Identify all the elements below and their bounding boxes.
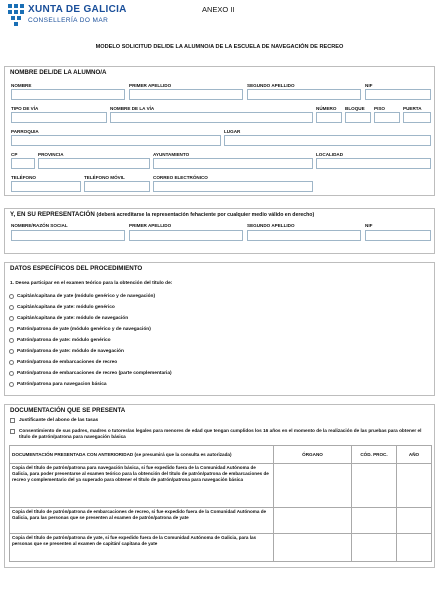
nombre-via-label: NOMBRE DE LA VÍA xyxy=(110,106,155,111)
provincia-field[interactable] xyxy=(38,158,150,169)
nif-label: NIF xyxy=(365,83,373,88)
option-row[interactable]: Patrón/patrona de embarcaciones de recreo xyxy=(9,359,309,367)
cod-proc-cell[interactable] xyxy=(352,464,397,508)
telefono-movil-label: TELÉFONO MÓVIL xyxy=(84,175,125,180)
department-name: CONSELLERÍA DO MAR xyxy=(28,17,109,24)
piso-label: PISO xyxy=(374,106,385,111)
primer-apellido-field[interactable] xyxy=(129,89,243,100)
parroquia-field[interactable] xyxy=(11,135,221,146)
applicant-section xyxy=(4,66,435,196)
organo-cell[interactable] xyxy=(274,534,352,562)
anio-cell[interactable] xyxy=(397,534,432,562)
ayuntamiento-field[interactable] xyxy=(153,158,313,169)
rep-segundo-apellido-field[interactable] xyxy=(247,230,361,241)
bloque-label: BLOQUE xyxy=(345,106,365,111)
correo-field[interactable] xyxy=(153,181,313,192)
puerta-field[interactable] xyxy=(403,112,431,123)
table-header-row xyxy=(10,446,432,464)
organo-column-header: ÓRGANO xyxy=(274,446,352,464)
table-row xyxy=(10,464,432,508)
rep-primer-apellido-field[interactable] xyxy=(129,230,243,241)
applicant-section-title: NOMBRE DEL/DE LA ALUMNO/A xyxy=(10,69,107,76)
rep-nif-label: NIF xyxy=(365,223,373,228)
organo-cell[interactable] xyxy=(274,464,352,508)
puerta-label: PUERTA xyxy=(403,106,422,111)
telefono-movil-field[interactable] xyxy=(84,181,150,192)
radio-button[interactable] xyxy=(9,305,14,310)
option-row[interactable]: Patrón/patrona de yate (módulo genérico y de navegación) xyxy=(9,326,309,334)
fees-receipt-label: Justificante del abono de las tasas xyxy=(19,418,99,423)
annex-label: ANEXO II xyxy=(202,5,235,14)
nif-field[interactable] xyxy=(365,89,431,100)
representative-section-title xyxy=(10,211,314,218)
radio-button[interactable] xyxy=(9,294,14,299)
table-row xyxy=(10,508,432,534)
tipo-via-field[interactable] xyxy=(11,112,107,123)
lugar-field[interactable] xyxy=(224,135,431,146)
option-row[interactable]: Patrón/patrona de yate: módulo de navegación xyxy=(9,348,309,356)
table-row xyxy=(10,534,432,562)
piso-field[interactable] xyxy=(374,112,400,123)
radio-button[interactable] xyxy=(9,360,14,365)
numero-field[interactable] xyxy=(316,112,342,123)
radio-button[interactable] xyxy=(9,327,14,332)
rep-nombre-label: NOMBRE/RAZÓN SOCIAL xyxy=(11,223,68,228)
nombre-via-field[interactable] xyxy=(110,112,313,123)
cod-proc-cell[interactable] xyxy=(352,534,397,562)
nombre-field[interactable] xyxy=(11,89,125,100)
cod-proc-cell[interactable] xyxy=(352,508,397,534)
document-title: MODELO SOLICITUD DEL/DE LA ALUMNO/A DE LA ESCUELA DE NAVEGACIÓN DE RECREO xyxy=(95,44,344,50)
option-row[interactable]: Patrón/patrona de embarcaciones de recreo (parte complementaria) xyxy=(9,370,309,378)
page-header xyxy=(4,2,435,38)
option-row[interactable]: Patrón/patrona de yate: módulo genérico xyxy=(9,337,309,345)
option-row[interactable]: Capitán/capitana de yate (módulo genérico y de navegación) xyxy=(9,293,309,301)
bloque-field[interactable] xyxy=(345,112,371,123)
anio-column-header: AÑO xyxy=(397,446,432,464)
numero-label: NÚMERO xyxy=(316,106,337,111)
ayuntamiento-label: AYUNTAMIENTO xyxy=(153,152,190,157)
correo-label: CORREO ELECTRÓNICO xyxy=(153,175,208,180)
org-name: XUNTA DE GALICIA xyxy=(28,4,127,15)
provincia-label: PROVINCIA xyxy=(38,152,64,157)
doc-description-cell: Copia del título de patrón/patrona para navegación básica, si fue expedido fuera de la Comunidad Autónoma de Galicia, para poder presentarse al examen teórico para la obtención del título de patrón/patrona de embarcaciones de recreo y complementario del ya superado para obtener el título de patrón/patrona para navegación básica xyxy=(10,464,274,508)
parental-consent-label: Consentimiento de sus padres, madres o tutores/as legales para menores de edad que tengan cumplidos los 16 años en el momento de la realización de las pruebas para obtener el título de patrón/patrona para navegación básica xyxy=(19,428,422,440)
doc-column-header: DOCUMENTACIÓN PRESENTADA CON ANTERIORIDAD (se presumirá que la consulta es autorizada) xyxy=(10,446,274,464)
parental-consent-checkbox[interactable] xyxy=(10,429,15,434)
tipo-via-label: TIPO DE VÍA xyxy=(11,106,39,111)
telefono-field[interactable] xyxy=(11,181,81,192)
doc-description-cell: Copia del título de patrón/patrona de embarcaciones de recreo, si fue expedido fuera de la Comunidad Autónoma de Galicia, para las personas que se presenten al examen de patrón/patrona de yate xyxy=(10,508,274,534)
option-row[interactable]: Capitán/capitana de yate: módulo genérico xyxy=(9,304,309,312)
segundo-apellido-label: SEGUNDO APELLIDO xyxy=(247,83,295,88)
representative-title: Y, EN SU REPRESENTACIÓN xyxy=(10,211,95,218)
rep-segundo-apellido-label: SEGUNDO APELLIDO xyxy=(247,223,295,228)
radio-button[interactable] xyxy=(9,349,14,354)
procedure-section xyxy=(4,262,435,396)
segundo-apellido-field[interactable] xyxy=(247,89,361,100)
cp-field[interactable] xyxy=(11,158,35,169)
procedure-section-title: DATOS ESPECÍFICOS DEL PROCEDIMIENTO xyxy=(10,265,143,272)
organo-cell[interactable] xyxy=(274,508,352,534)
lugar-label: LUGAR xyxy=(224,129,241,134)
option-row[interactable]: Patrón/patrona para navegacion básica xyxy=(9,381,309,389)
rep-nif-field[interactable] xyxy=(365,230,431,241)
localidad-label: LOCALIDAD xyxy=(316,152,344,157)
anio-cell[interactable] xyxy=(397,508,432,534)
radio-button[interactable] xyxy=(9,338,14,343)
prior-documentation-table xyxy=(9,445,432,562)
rep-primer-apellido-label: PRIMER APELLIDO xyxy=(129,223,172,228)
xunta-logo-icon xyxy=(8,4,24,26)
radio-button[interactable] xyxy=(9,382,14,387)
fees-receipt-checkbox[interactable] xyxy=(10,418,15,423)
cod-proc-column-header: CÓD. PROC. xyxy=(352,446,397,464)
representative-note: (deberá acreditarse la representación fehaciente por cualquier medio válido en derecho) xyxy=(96,212,315,218)
representative-section xyxy=(4,208,435,254)
cp-label: CP xyxy=(11,152,18,157)
rep-nombre-field[interactable] xyxy=(11,230,125,241)
option-row[interactable]: Capitán/capitana de yate: módulo de navegación xyxy=(9,315,309,323)
documentation-section xyxy=(4,404,435,568)
doc-description-cell: Copia del título de patrón/patrona de yate, si fue expedido fuera de la Comunidad Autónoma de Galicia, para las personas que se presenten al examen de capitán/ capitana de yate xyxy=(10,534,274,562)
procedure-question: 1. Desea participar en el examen teórico para la obtención del título de: xyxy=(10,281,173,286)
nombre-label: NOMBRE xyxy=(11,83,32,88)
telefono-label: TELÉFONO xyxy=(11,175,37,180)
radio-button[interactable] xyxy=(9,316,14,321)
localidad-field[interactable] xyxy=(316,158,431,169)
documentation-section-title: DOCUMENTACIÓN QUE SE PRESENTA xyxy=(10,407,126,414)
anio-cell[interactable] xyxy=(397,464,432,508)
radio-button[interactable] xyxy=(9,371,14,376)
parroquia-label: PARROQUIA xyxy=(11,129,39,134)
primer-apellido-label: PRIMER APELLIDO xyxy=(129,83,172,88)
